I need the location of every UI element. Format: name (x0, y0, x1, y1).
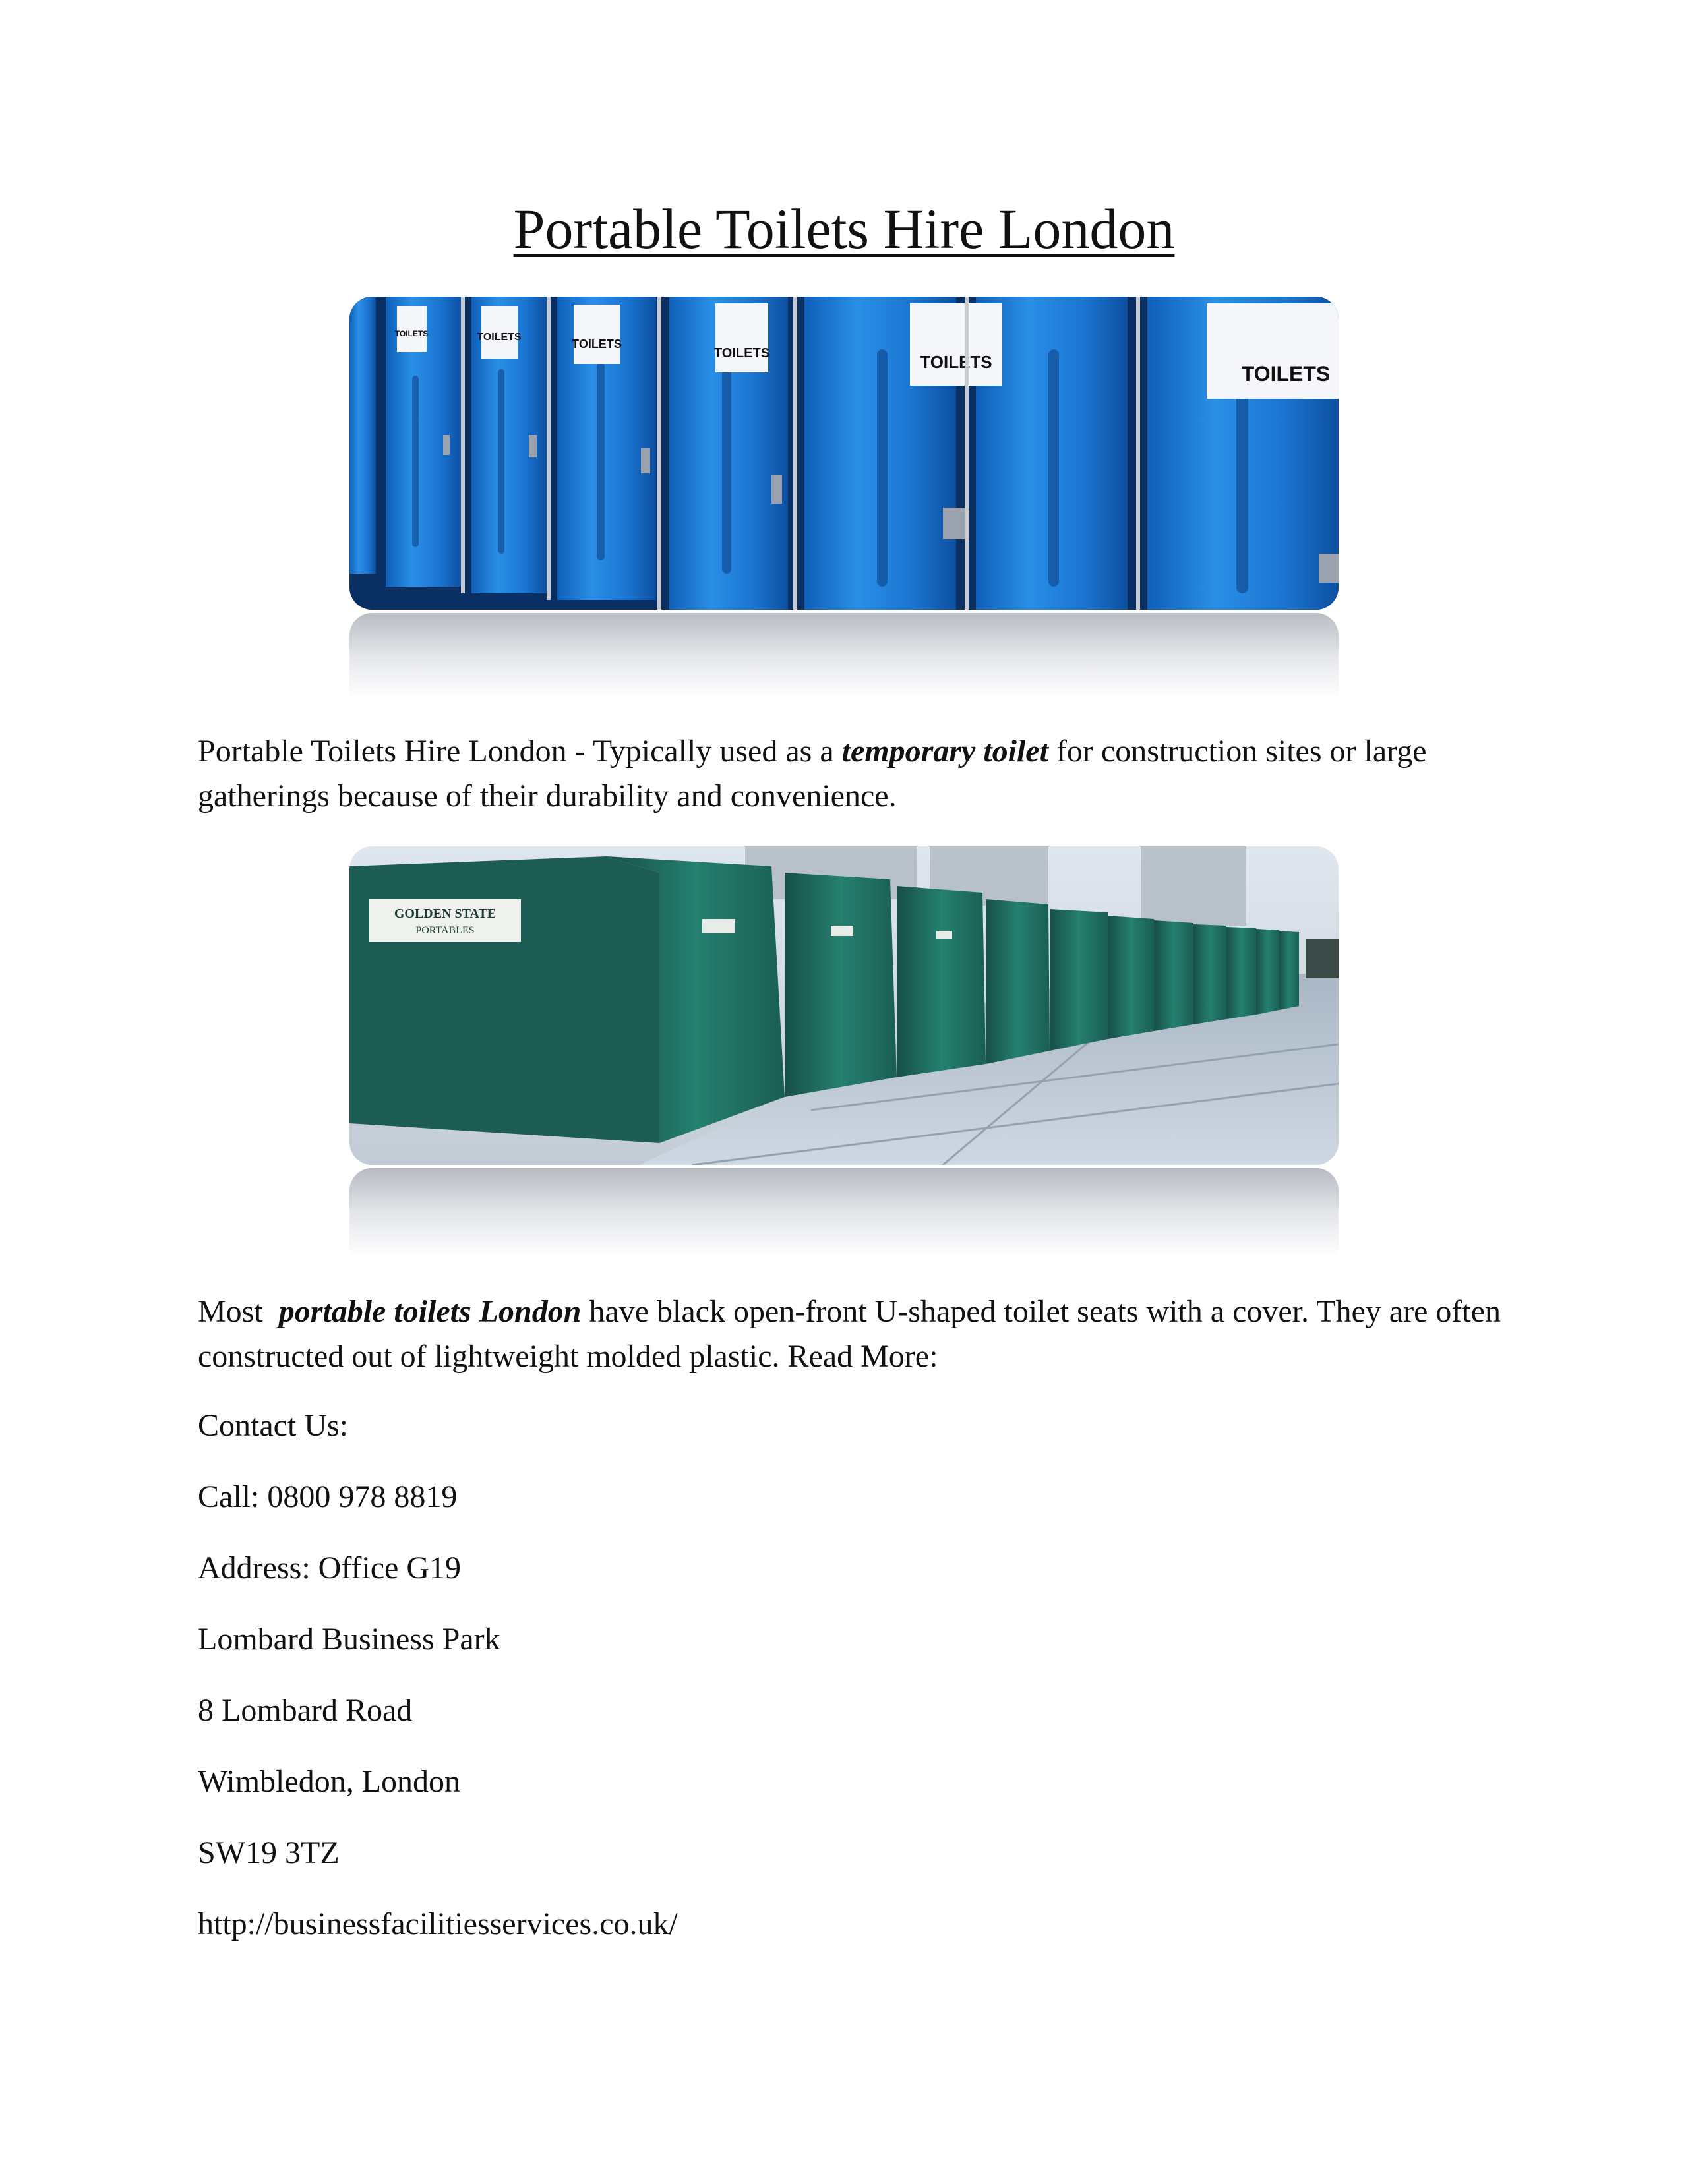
contact-address-line3: 8 Lombard Road (198, 1693, 413, 1728)
toilet-sign-1: TOILETS (394, 329, 429, 338)
toilet-sign-6: TOILETS (1241, 362, 1331, 386)
toilet-sign-4: TOILETS (713, 346, 770, 361)
description-paragraph (198, 1289, 1510, 1379)
website-link[interactable]: http://businessfacilitiesservices.co.uk/ (198, 1906, 678, 1941)
contact-heading: Contact Us: (198, 1408, 348, 1443)
toilet-sign-3: TOILETS (572, 338, 622, 351)
toilet-sign-5: TOILETS (920, 352, 992, 372)
contact-phone[interactable]: Call: 0800 978 8819 (198, 1479, 458, 1514)
description-emphasis: portable toilets London (278, 1294, 582, 1329)
blue-toilets-image (349, 297, 1339, 610)
green-toilet-logo-line1: GOLDEN STATE (394, 906, 497, 921)
intro-text-before: Portable Toilets Hire London - Typically used as a (198, 734, 842, 769)
contact-address-line2: Lombard Business Park (198, 1622, 500, 1657)
contact-address-line1: Address: Office G19 (198, 1550, 462, 1585)
page-title: Portable Toilets Hire London (513, 197, 1175, 260)
contact-address-line4: Wimbledon, London (198, 1764, 461, 1799)
green-toilets-reflection (349, 1168, 1339, 1257)
green-toilets-image (349, 846, 1339, 1165)
green-toilet-logo-line2: PORTABLES (415, 925, 475, 936)
contact-postcode: SW19 3TZ (198, 1835, 340, 1870)
intro-paragraph (198, 729, 1510, 819)
intro-emphasis: temporary toilet (841, 734, 1048, 769)
description-text-after: have black open-front U-shaped toilet seats with a cover. They are often constructed out of lightweight molded plastic. Read More: (198, 1294, 1501, 1374)
blue-toilets-reflection (349, 613, 1339, 699)
toilet-sign-2: TOILETS (477, 332, 522, 343)
description-text-before: Most (198, 1294, 279, 1329)
intro-text-after: for construction sites or large gatherings because of their durability and convenience. (198, 734, 1427, 813)
